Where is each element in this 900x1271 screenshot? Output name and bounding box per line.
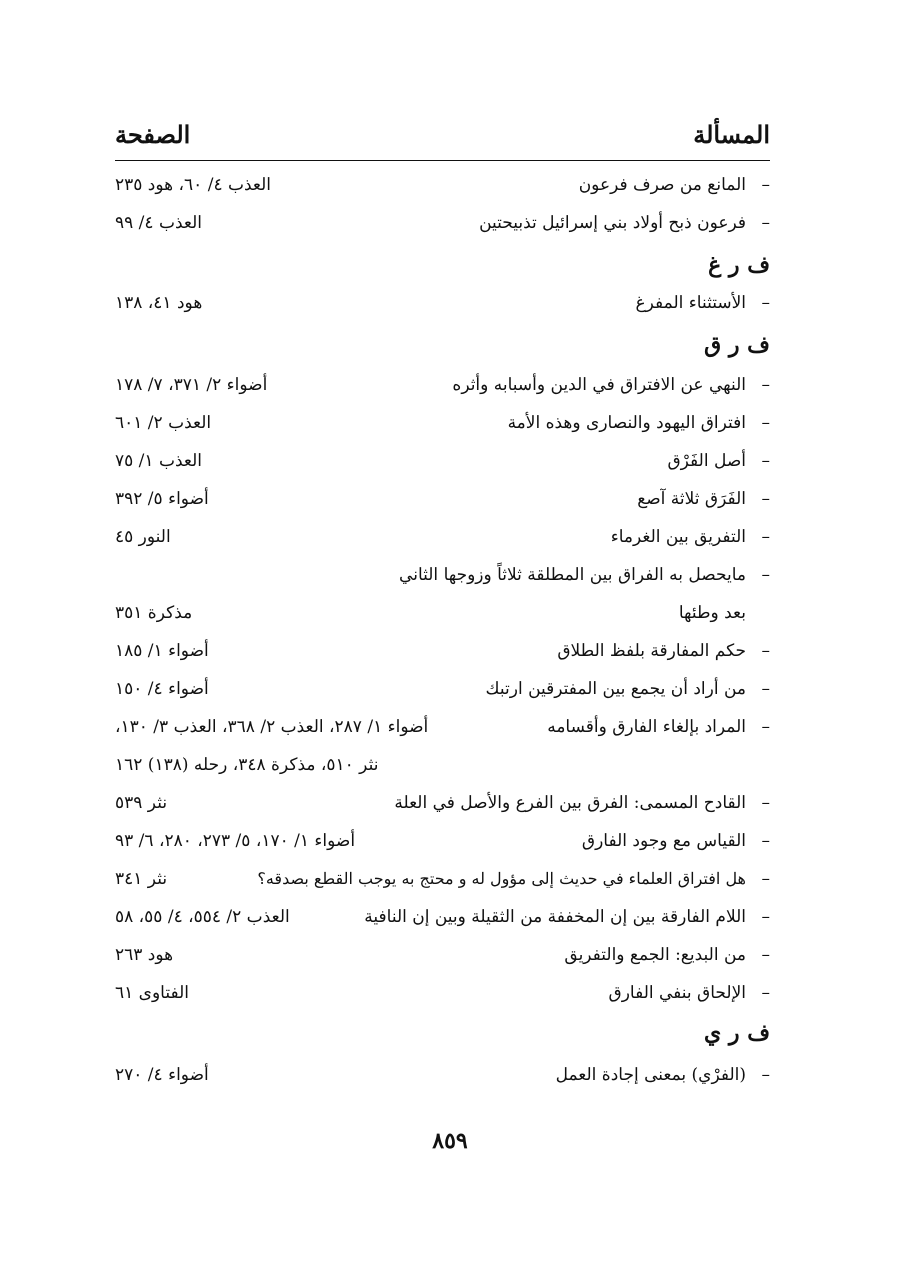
entry-reference: العذب ٢/ ٦٠١	[115, 413, 212, 433]
page-column-title: الصفحة	[115, 120, 191, 149]
entry-topic: الأستثناء المفرغ	[635, 293, 746, 313]
entry-reference: نثر ٥٣٩	[115, 793, 168, 813]
entry-reference: أضواء ٤/ ٢٧٠	[115, 1065, 209, 1085]
entry-dash: –	[761, 527, 770, 547]
index-entry	[115, 208, 770, 238]
entry-dash: –	[761, 1065, 770, 1085]
index-entry	[115, 1060, 770, 1090]
entry-topic: النهي عن الافتراق في الدين وأسبابه وأثره	[452, 375, 746, 395]
entry-dash: –	[761, 375, 770, 395]
entry-topic-continuation: بعد وطئها	[678, 603, 746, 623]
issue-column-title: المسألة	[693, 120, 770, 149]
entry-dash: –	[761, 489, 770, 509]
entry-dash: –	[761, 213, 770, 233]
entry-reference: الفتاوى ٦١	[115, 983, 189, 1003]
entry-reference: مذكرة ٣٥١	[115, 603, 193, 623]
entry-dash: –	[761, 793, 770, 813]
entry-reference: العذب ٤/ ٩٩	[115, 213, 202, 233]
index-entry	[115, 826, 770, 856]
entry-topic: القياس مع وجود الفارق	[581, 831, 746, 851]
index-entry	[115, 978, 770, 1008]
entry-dash: –	[761, 831, 770, 851]
index-entry	[115, 170, 770, 200]
root-heading: ف ر غ	[708, 252, 770, 278]
index-entry	[115, 940, 770, 970]
entry-dash: –	[761, 907, 770, 927]
entry-reference: هود ٤١، ١٣٨	[115, 293, 203, 313]
index-entry	[115, 674, 770, 704]
entry-dash: –	[761, 413, 770, 433]
entry-reference: أضواء ٥/ ٣٩٢	[115, 489, 209, 509]
entry-reference: العذب ٢/ ٥٥٤، ٤/ ٥٥، ٥٨	[115, 907, 290, 927]
entry-dash: –	[761, 451, 770, 471]
entry-topic: الإلحاق بنفي الفارق	[608, 983, 746, 1003]
index-entry	[115, 636, 770, 666]
entry-reference: أضواء ٤/ ١٥٠	[115, 679, 209, 699]
entry-topic: (الفرْي) بمعنى إجادة العمل	[555, 1065, 746, 1085]
entry-topic: حكم المفارقة بلفظ الطلاق	[557, 641, 746, 661]
entry-topic: افتراق اليهود والنصارى وهذه الأمة	[507, 413, 746, 433]
entry-topic: من البديع: الجمع والتفريق	[564, 945, 746, 965]
table-header	[115, 120, 770, 156]
entry-topic: المانع من صرف فرعون	[578, 175, 746, 195]
entry-dash: –	[761, 869, 770, 889]
index-entry-continuation	[115, 598, 746, 628]
entry-topic: مايحصل به الفراق بين المطلقة ثلاثاً وزوجها الثاني	[399, 565, 746, 585]
index-entry-continuation	[115, 750, 746, 780]
entry-reference: أضواء ١/ ١٨٥	[115, 641, 209, 661]
entry-reference: العذب ١/ ٧٥	[115, 451, 202, 471]
entry-topic: من أراد أن يجمع بين المفترقين ارتبك	[485, 679, 746, 699]
root-heading: ف ر ي	[704, 1020, 770, 1046]
entry-dash: –	[761, 983, 770, 1003]
entry-topic: أصل الفَرْق	[667, 451, 746, 471]
entry-dash: –	[761, 717, 770, 737]
entry-reference: هود ٢٦٣	[115, 945, 174, 965]
entry-reference: أضواء ٢/ ٣٧١، ٧/ ١٧٨	[115, 375, 268, 395]
index-entry	[115, 370, 770, 400]
entry-reference: نثر ٥١٠، مذكرة ٣٤٨، رحله (١٣٨) ١٦٢	[115, 755, 379, 775]
index-entry	[115, 288, 770, 318]
page-number: ٨٥٩	[432, 1128, 468, 1154]
entry-topic: فرعون ذبح أولاد بني إسرائيل تذبيحتين	[479, 213, 746, 233]
index-entry	[115, 864, 770, 894]
index-entry	[115, 484, 770, 514]
entry-dash: –	[761, 175, 770, 195]
index-entry	[115, 902, 770, 932]
index-entry	[115, 446, 770, 476]
entry-topic: التفريق بين الغرماء	[610, 527, 746, 547]
index-entry	[115, 788, 770, 818]
index-entry	[115, 560, 770, 590]
entry-dash: –	[761, 293, 770, 313]
entry-dash: –	[761, 565, 770, 585]
index-entry	[115, 408, 770, 438]
entry-dash: –	[761, 641, 770, 661]
entry-topic: هل افتراق العلماء في حديث إلى مؤول له و محتج به يوجب القطع بصدقه؟	[257, 869, 746, 888]
entry-reference: العذب ٤/ ٦٠، هود ٢٣٥	[115, 175, 272, 195]
entry-topic: اللام الفارقة بين إن المخففة من الثقيلة وبين إن النافية	[364, 907, 746, 927]
index-entry	[115, 522, 770, 552]
index-entry	[115, 712, 770, 742]
entry-reference: النور ٤٥	[115, 527, 171, 547]
header-divider	[115, 160, 770, 161]
root-heading: ف ر ق	[704, 332, 770, 358]
entry-reference: أضواء ١/ ١٧٠، ٥/ ٢٧٣، ٢٨٠، ٦/ ٩٣	[115, 831, 356, 851]
entry-dash: –	[761, 679, 770, 699]
entry-reference: نثر ٣٤١	[115, 869, 168, 889]
entry-topic: المراد بإلغاء الفارق وأقسامه	[547, 717, 746, 737]
entry-reference: أضواء ١/ ٢٨٧، العذب ٢/ ٣٦٨، العذب ٣/ ١٣٠،	[115, 717, 429, 737]
entry-topic: الفَرَق ثلاثة آصع	[637, 489, 746, 509]
entry-dash: –	[761, 945, 770, 965]
entry-topic: القادح المسمى: الفرق بين الفرع والأصل في العلة	[394, 793, 746, 813]
